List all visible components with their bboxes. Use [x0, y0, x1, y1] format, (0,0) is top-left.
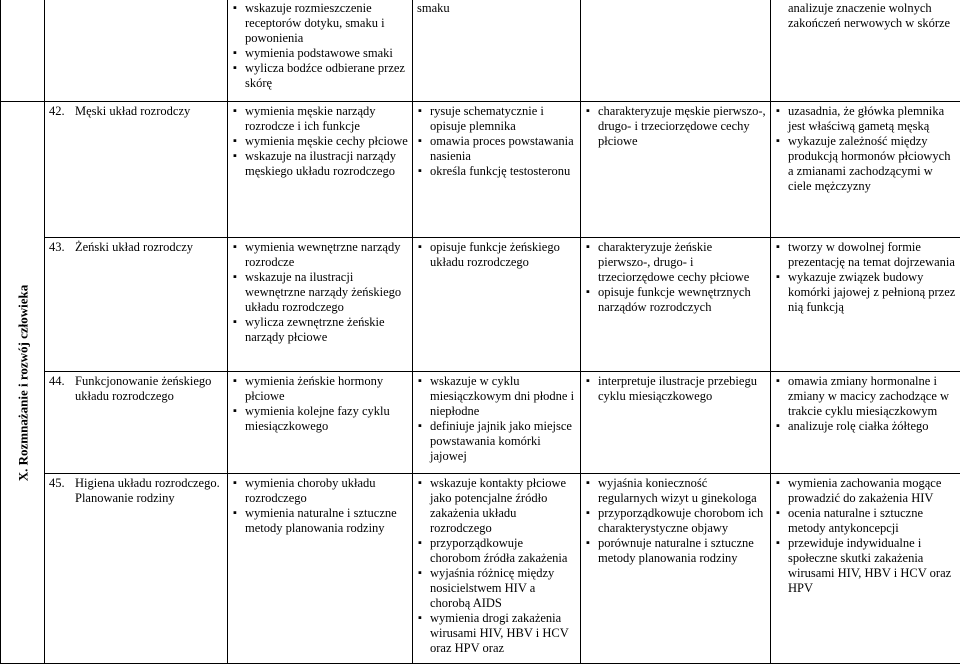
empty-cell [1, 0, 45, 102]
requirements-cell [771, 372, 960, 474]
bullet-list [232, 374, 408, 434]
requirements-cell [413, 474, 581, 664]
bullet-list [417, 104, 576, 179]
lesson-topic: Męski układ rozrodczy [49, 104, 227, 119]
list-item: ▪ wskazuje kontakty płciowe jako potencjalne źródło zakażenia układu rozrodczego [417, 476, 576, 536]
table-row [1, 0, 960, 102]
bullet-list [585, 374, 766, 404]
list-item: ▪ charakteryzuje żeńskie pierwszo-, drugo- i trzeciorzędowe cechy płciowe [585, 240, 766, 285]
empty-cell [581, 0, 771, 102]
bullet-list [417, 374, 576, 464]
list-item: ▪ wyjaśnia konieczność regularnych wizyt u ginekologa [585, 476, 766, 506]
lesson-number: 42. [49, 104, 75, 119]
requirements-cell [228, 238, 413, 372]
requirements-cell [228, 102, 413, 238]
requirements-cell [771, 102, 960, 238]
lesson-topic: Funkcjonowanie żeńskiego układu rozrodczego [49, 374, 227, 404]
list-item: ▪ charakteryzuje męskie pierwszo-, drugo- i trzeciorzędowe cechy płciowe [585, 104, 766, 149]
bullet-list [232, 476, 408, 536]
topic-cell [45, 238, 228, 372]
list-item: ▪ wskazuje rozmieszczenie receptorów dotyku, smaku i powonienia [232, 1, 408, 46]
list-item: ▪ wskazuje na ilustracji wewnętrzne narządy żeńskiego układu rozrodczego [232, 270, 408, 315]
requirements-cell [228, 372, 413, 474]
list-item: ▪ przewiduje indywidualne i społeczne skutki zakażenia wirusami HIV, HBV i HCV oraz HPV [775, 536, 956, 596]
list-item: ▪ wskazuje na ilustracji narządy męskiego układu rozrodczego [232, 149, 408, 179]
cell-text: smaku [417, 1, 576, 16]
requirements-cell [771, 0, 960, 102]
list-item: ▪ rysuje schematycznie i opisuje plemnika [417, 104, 576, 134]
list-item: ▪ wymienia wewnętrzne narządy rozrodcze [232, 240, 408, 270]
topic-cell [45, 474, 228, 664]
requirements-cell [581, 238, 771, 372]
bullet-list [585, 476, 766, 566]
list-item: ▪ wylicza bodźce odbierane przez skórę [232, 61, 408, 91]
list-item: ▪ wyjaśnia różnicę między nosicielstwem HIV a chorobą AIDS [417, 566, 576, 611]
list-item: ▪ porównuje naturalne i sztuczne metody planowania rodziny [585, 536, 766, 566]
list-item: ▪ wymienia kolejne fazy cyklu miesiączkowego [232, 404, 408, 434]
lesson-topic: Żeński układ rozrodczy [49, 240, 227, 255]
list-item: ▪ wykazuje zależność między produkcją hormonów płciowych a zmianami zachodzącymi w ciele mężczyzny [775, 134, 956, 194]
list-item: ▪ wymienia zachowania mogące prowadzić do zakażenia HIV [775, 476, 956, 506]
bullet-list [232, 240, 408, 345]
lesson-number: 43. [49, 240, 75, 255]
bullet-list [232, 1, 408, 91]
bullet-list [775, 240, 956, 315]
list-item: ▪ przyporządkowuje chorobom ich charakterystyczne objawy [585, 506, 766, 536]
table-row [1, 372, 960, 474]
requirements-cell [228, 474, 413, 664]
lesson-topic: Higiena układu rozrodczego. Planowanie rodziny [49, 476, 227, 506]
bullet-list [417, 476, 576, 656]
list-item: ▪ omawia zmiany hormonalne i zmiany w macicy zachodzące w trakcie cyklu miesiączkowym [775, 374, 956, 419]
table-row [1, 474, 960, 664]
list-item: ▪ wymienia naturalne i sztuczne metody planowania rodziny [232, 506, 408, 536]
list-item: ▪ uzasadnia, że główka plemnika jest właściwą gametą męską [775, 104, 956, 134]
bullet-list [417, 240, 576, 270]
list-item: ▪ wskazuje w cyklu miesiączkowym dni płodne i niepłodne [417, 374, 576, 419]
empty-cell [45, 0, 228, 102]
requirements-cell [771, 238, 960, 372]
list-item: ▪ wymienia żeńskie hormony płciowe [232, 374, 408, 404]
list-item: ▪ wymienia choroby układu rozrodczego [232, 476, 408, 506]
requirements-cell [228, 0, 413, 102]
list-item: ▪ tworzy w dowolnej formie prezentację na temat dojrzewania [775, 240, 956, 270]
bullet-list [585, 240, 766, 315]
table-row [1, 238, 960, 372]
list-item: ▪ wymienia męskie narządy rozrodcze i ich funkcje [232, 104, 408, 134]
list-item: ▪ ocenia naturalne i sztuczne metody antykoncepcji [775, 506, 956, 536]
list-item: ▪ analizuje rolę ciałka żółtego [775, 419, 956, 434]
table-row [1, 102, 960, 238]
list-item: ▪ wykazuje związek budowy komórki jajowej z pełnioną przez nią funkcją [775, 270, 956, 315]
topic-cell [45, 372, 228, 474]
bullet-list [775, 476, 956, 596]
list-item: ▪ opisuje funkcje wewnętrznych narządów rozrodczych [585, 285, 766, 315]
list-item: ▪ interpretuje ilustracje przebiegu cyklu miesiączkowego [585, 374, 766, 404]
requirements-cell [581, 102, 771, 238]
bullet-list [232, 104, 408, 179]
requirements-cell [413, 0, 581, 102]
section-title: X. Rozmnażanie i rozwój człowieka [15, 284, 30, 481]
list-item: ▪ opisuje funkcje żeńskiego układu rozrodczego [417, 240, 576, 270]
bullet-list [775, 104, 956, 194]
list-item: ▪ definiuje jajnik jako miejsce powstawania komórki jajowej [417, 419, 576, 464]
lesson-number: 44. [49, 374, 75, 389]
list-item: ▪ omawia proces powstawania nasienia [417, 134, 576, 164]
requirements-cell [581, 474, 771, 664]
list-item: ▪ wylicza zewnętrzne żeńskie narządy płciowe [232, 315, 408, 345]
requirements-cell [581, 372, 771, 474]
cell-text: analizuje znaczenie wolnych zakończeń nerwowych w skórze [775, 1, 956, 31]
requirements-cell [413, 102, 581, 238]
requirements-cell [413, 372, 581, 474]
list-item: ▪ określa funkcję testosteronu [417, 164, 576, 179]
bullet-list [585, 104, 766, 149]
requirements-cell [413, 238, 581, 372]
list-item: ▪ wymienia drogi zakażenia wirusami HIV, HBV i HCV oraz HPV oraz [417, 611, 576, 656]
bullet-list [775, 374, 956, 434]
section-cell [1, 102, 45, 664]
list-item: ▪ przyporządkowuje chorobom źródła zakażenia [417, 536, 576, 566]
list-item: ▪ wymienia męskie cechy płciowe [232, 134, 408, 149]
topic-cell [45, 102, 228, 238]
list-item: ▪ wymienia podstawowe smaki [232, 46, 408, 61]
lesson-number: 45. [49, 476, 75, 491]
requirements-cell [771, 474, 960, 664]
